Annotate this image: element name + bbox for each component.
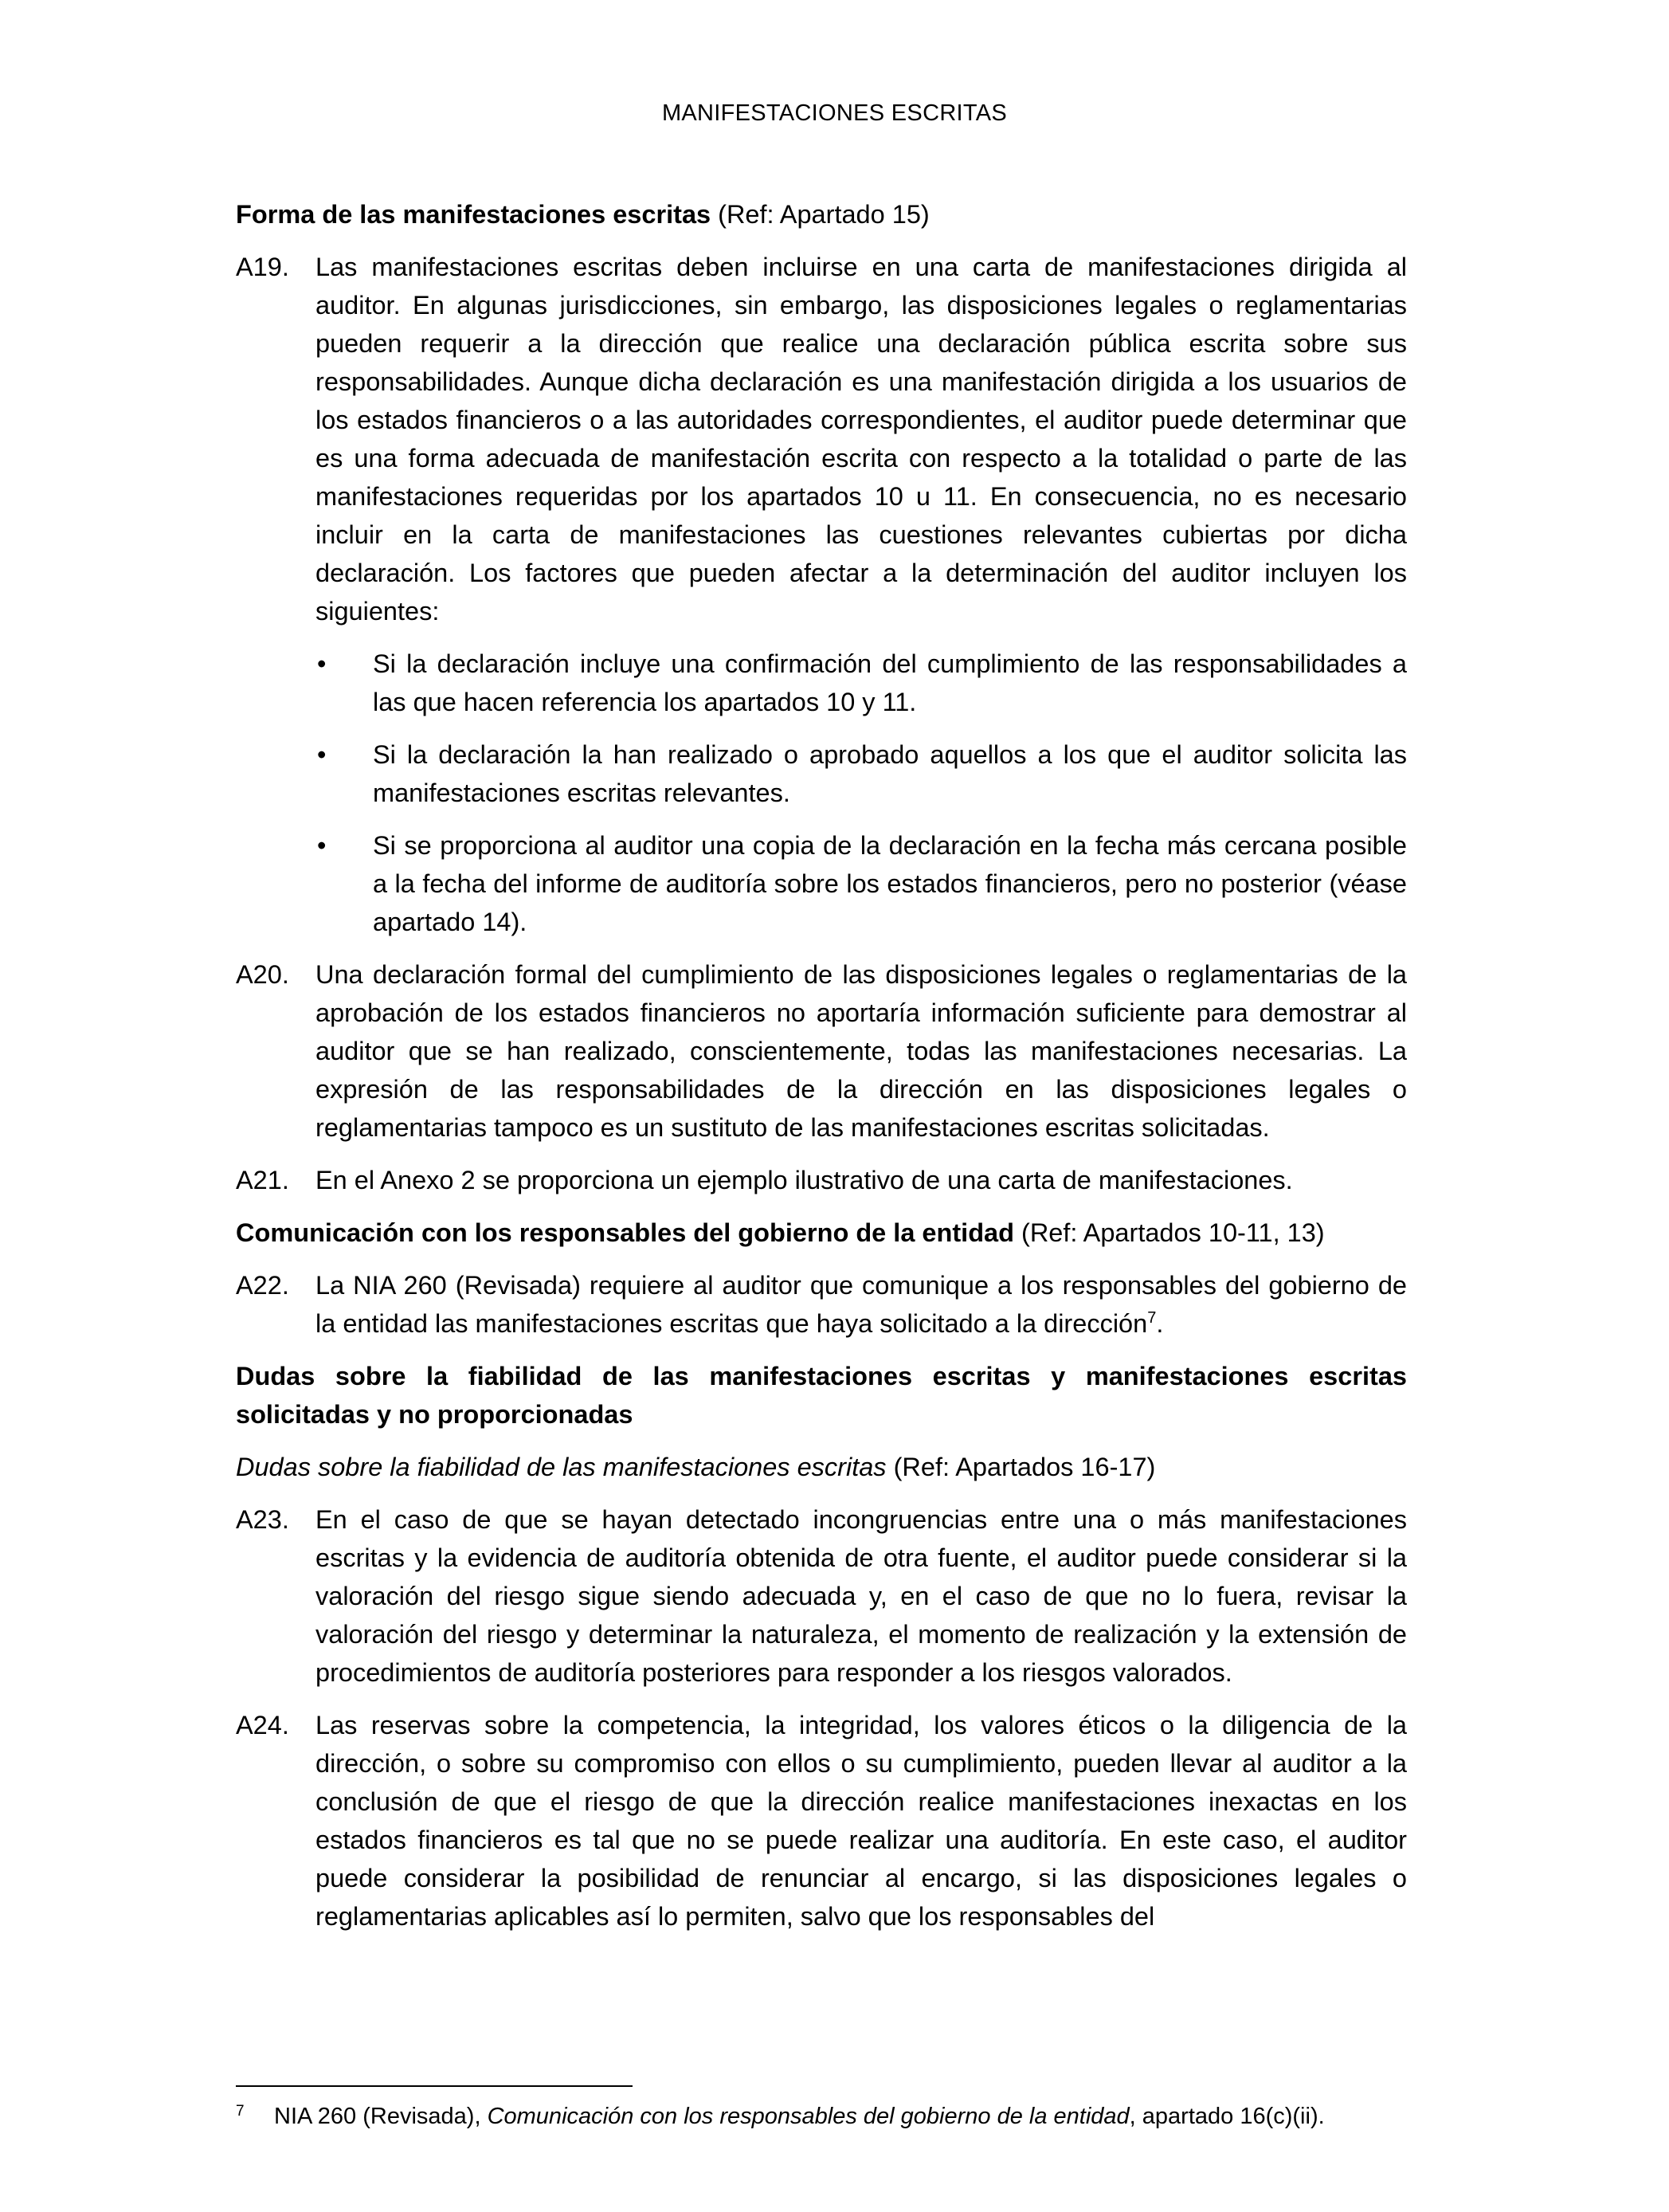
list-item [315, 645, 1407, 721]
bullet-icon: • [317, 649, 327, 678]
subsection-heading-text: Dudas sobre la fiabilidad de las manifestaciones escritas [236, 1453, 887, 1481]
footnote-suffix: , apartado 16(c)(ii). [1129, 2104, 1325, 2129]
paragraph-number: A22. [236, 1271, 289, 1300]
subsection-heading-ref: (Ref: Apartados 16-17) [893, 1453, 1156, 1481]
paragraph-a20 [236, 955, 1407, 1147]
section-heading-dudas: Dudas sobre la fiabilidad de las manifestaciones escritas y manifestaciones escritas solicitadas y no proporcionadas [236, 1362, 1407, 1429]
section-heading-text: Forma de las manifestaciones escritas [236, 200, 711, 229]
footnote-prefix: NIA 260 (Revisada), [274, 2104, 481, 2129]
list-item-text: Si la declaración la han realizado o aprobado aquellos a los que el auditor solicita las manifestaciones escritas relevantes. [373, 740, 1407, 807]
footnote-divider [236, 2085, 633, 2087]
paragraph-a22 [236, 1266, 1407, 1343]
bullet-icon: • [317, 740, 327, 769]
paragraph-a24 [236, 1706, 1407, 1936]
section-heading-ref: (Ref: Apartado 15) [718, 200, 930, 229]
paragraph-text-end: . [1156, 1309, 1164, 1338]
running-header: MANIFESTACIONES ESCRITAS [661, 100, 1008, 126]
paragraph-text: Una declaración formal del cumplimiento de las disposiciones legales o reglamentarias de la aprobación de los estados financieros no aportaría información suficiente para demostrar al auditor que se han realizado, conscientemente, todas las manifestaciones necesarias. La expresión de las responsabilidades de la dirección en las disposiciones legales o reglamentarias tampoco es un sustituto de las manifestaciones escritas solicitadas. [315, 960, 1407, 1142]
section-heading-ref: (Ref: Apartados 10-11, 13) [1021, 1218, 1325, 1247]
list-item-text: Si la declaración incluye una confirmación del cumplimiento de las responsabilidades a las que hacen referencia los apartados 10 y 11. [373, 649, 1407, 716]
paragraph-number: A20. [236, 960, 289, 989]
section-heading-text: Comunicación con los responsables del gobierno de la entidad [236, 1218, 1014, 1247]
footnote-reference[interactable]: 7 [1147, 1309, 1157, 1328]
footnote [236, 2100, 1407, 2132]
footnote-text [274, 2100, 1407, 2132]
paragraph-number: A21. [236, 1166, 289, 1194]
section-heading-forma [236, 195, 1407, 233]
paragraph-text [315, 1266, 1407, 1343]
bullet-list [315, 645, 1407, 941]
footnote-number: 7 [236, 2103, 245, 2120]
list-item [315, 826, 1407, 941]
paragraph-a21 [236, 1161, 1407, 1199]
paragraph-number: A24. [236, 1711, 289, 1739]
bullet-icon: • [317, 831, 327, 860]
footnote-title: Comunicación con los responsables del gobierno de la entidad [487, 2104, 1130, 2129]
paragraph-text: En el caso de que se hayan detectado incongruencias entre una o más manifestaciones escritas y la evidencia de auditoría obtenida de otra fuente, el auditor puede considerar si la valoración del riesgo sigue siendo adecuada y, en el caso de que no lo fuera, revisar la valoración del riesgo y determinar la naturaleza, el momento de realización y la extensión de procedimientos de auditoría posteriores para responder a los riesgos valorados. [315, 1505, 1407, 1687]
list-item [315, 735, 1407, 812]
paragraph-a23 [236, 1500, 1407, 1692]
paragraph-text-main: La NIA 260 (Revisada) requiere al auditor que comunique a los responsables del gobierno de la entidad las manifestaciones escritas que haya solicitado a la dirección [315, 1271, 1407, 1338]
paragraph-number: A23. [236, 1505, 289, 1534]
paragraph-number: A19. [236, 253, 289, 281]
list-item-text: Si se proporciona al auditor una copia de la declaración en la fecha más cercana posible a la fecha del informe de auditoría sobre los estados financieros, pero no posterior (véase apartado 14). [373, 831, 1407, 936]
page-content [236, 195, 1407, 1950]
subsection-heading [236, 1448, 1407, 1486]
paragraph-a19 [236, 248, 1407, 630]
paragraph-text: En el Anexo 2 se proporciona un ejemplo ilustrativo de una carta de manifestaciones. [315, 1166, 1293, 1194]
paragraph-text: Las manifestaciones escritas deben incluirse en una carta de manifestaciones dirigida al auditor. En algunas jurisdicciones, sin embargo, las disposiciones legales o reglamentarias pueden requerir a la dirección que realice una declaración pública escrita sobre sus responsabilidades. Aunque dicha declaración es una manifestación dirigida a los usuarios de los estados financieros o a las autoridades correspondientes, el auditor puede determinar que es una forma adecuada de manifestación escrita con respecto a la totalidad o parte de las manifestaciones requeridas por los apartados 10 u 11. En consecuencia, no es necesario incluir en la carta de manifestaciones las cuestiones relevantes cubiertas por dicha declaración. Los factores que pueden afectar a la determinación del auditor incluyen los siguientes: [315, 253, 1407, 626]
section-heading-comunicacion [236, 1214, 1407, 1252]
paragraph-text: Las reservas sobre la competencia, la integridad, los valores éticos o la diligencia de la dirección, o sobre su compromiso con ellos o su cumplimiento, pueden llevar al auditor a la conclusión de que el riesgo de que la dirección realice manifestaciones inexactas en los estados financieros es tal que no se puede realizar una auditoría. En este caso, el auditor puede considerar la posibilidad de renunciar al encargo, si las disposiciones legales o reglamentarias aplicables así lo permiten, salvo que los responsables del [315, 1711, 1407, 1931]
